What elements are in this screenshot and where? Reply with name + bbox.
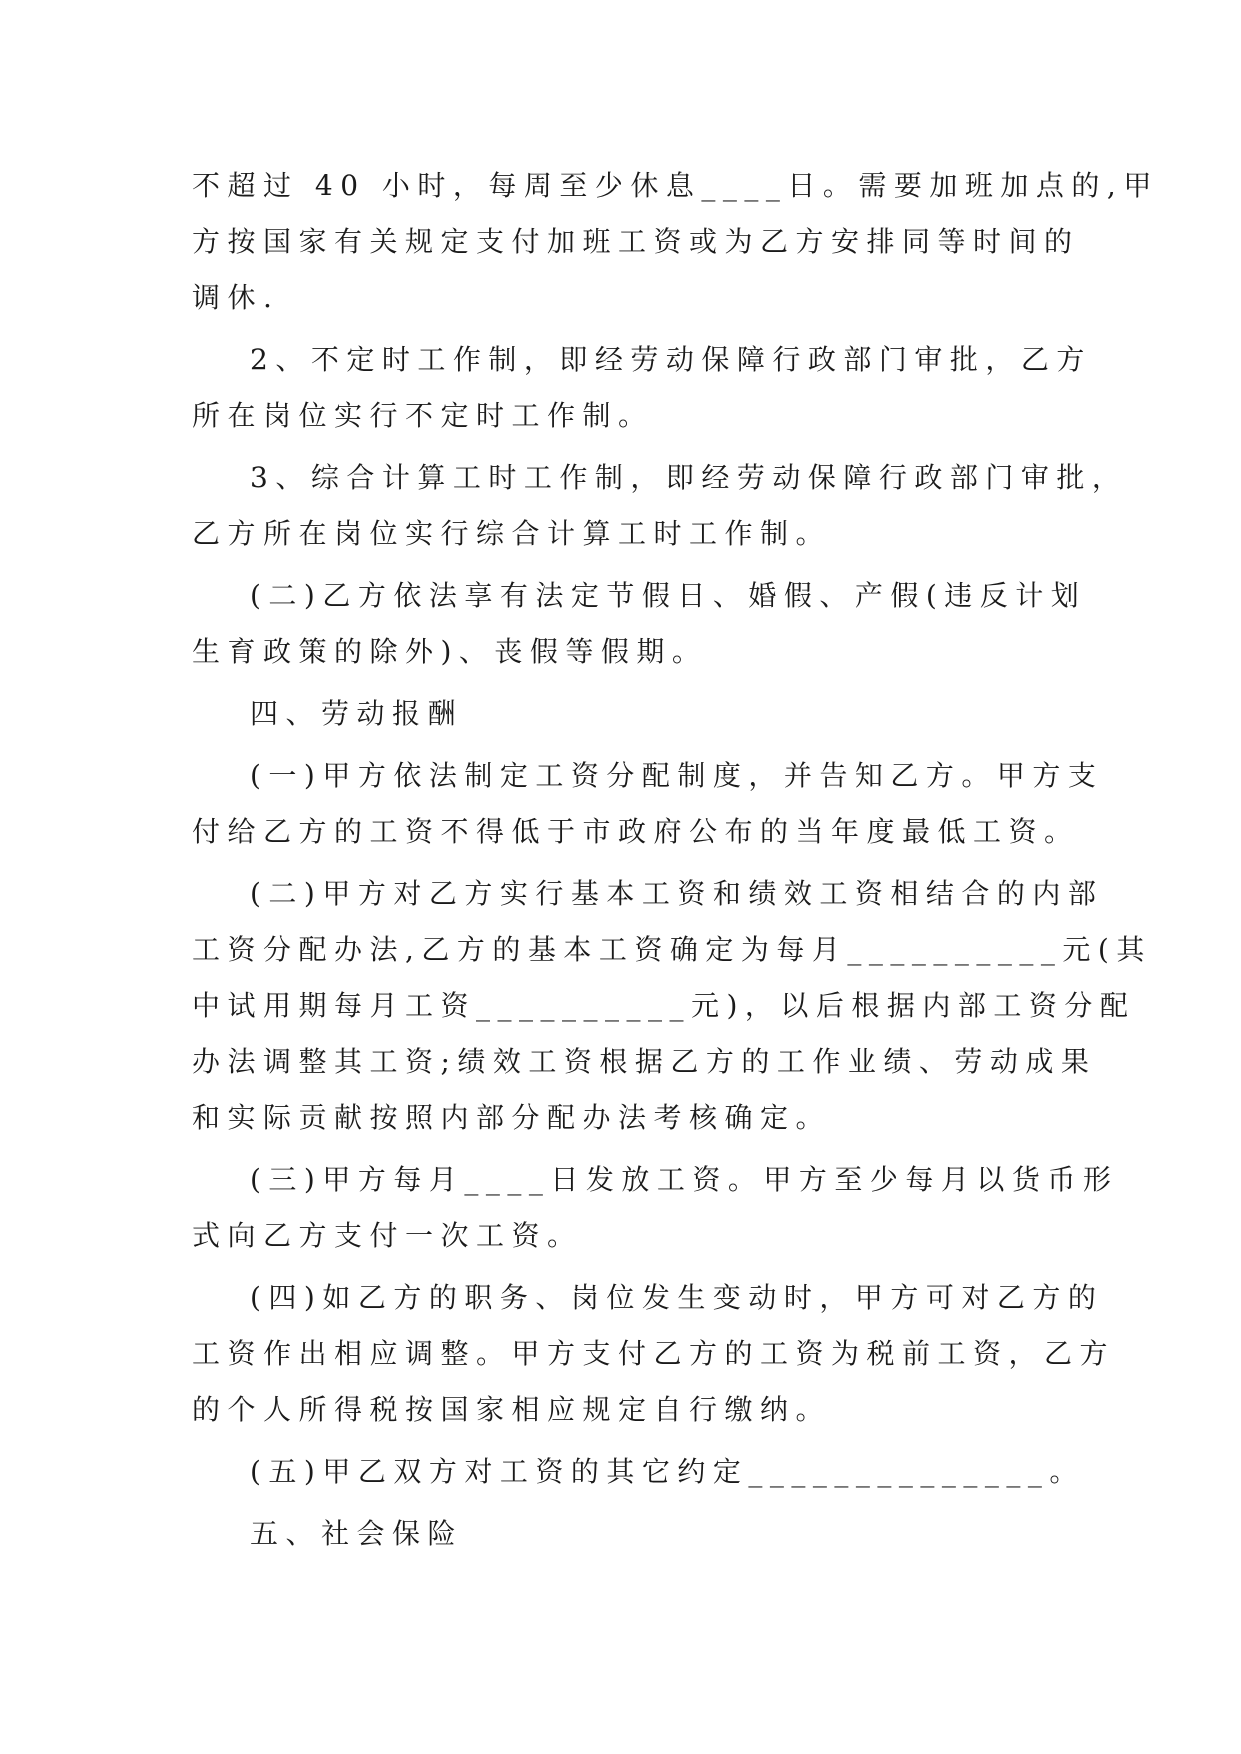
text-line: (三)甲方每月____日发放工资。甲方至少每月以货币形 (250, 1163, 1119, 1196)
text-line: (二)乙方依法享有法定节假日、婚假、产假(违反计划 (250, 579, 1087, 612)
text-line: (五)甲乙双方对工资的其它约定______________。 (250, 1455, 1085, 1488)
text-line: 3、综合计算工时工作制，即经劳动保障行政部门审批， (250, 461, 1128, 494)
text-line: 方按国家有关规定支付加班工资或为乙方安排同等时间的 (192, 225, 1080, 258)
text-line: 调休. (192, 281, 280, 314)
text-line: 工资作出相应调整。甲方支付乙方的工资为税前工资，乙方 (192, 1337, 1116, 1370)
text-line: 乙方所在岗位实行综合计算工时工作制。 (192, 517, 832, 550)
text-line: 生育政策的除外)、丧假等假期。 (192, 635, 708, 668)
text-line: 付给乙方的工资不得低于市政府公布的当年度最低工资。 (192, 815, 1080, 848)
text-line: 中试用期每月工资__________元)，以后根据内部工资分配 (192, 989, 1136, 1022)
text-line: 办法调整其工资;绩效工资根据乙方的工作业绩、劳动成果 (192, 1045, 1097, 1078)
text-line: 式向乙方支付一次工资。 (192, 1219, 583, 1252)
text-line: 不超过 40 小时，每周至少休息____日。需要加班加点的,甲 (192, 169, 1159, 202)
text-line: 和实际贡献按照内部分配办法考核确定。 (192, 1101, 832, 1134)
text-line: (四)如乙方的职务、岗位发生变动时，甲方可对乙方的 (250, 1281, 1104, 1314)
text-line: 的个人所得税按国家相应规定自行缴纳。 (192, 1393, 832, 1426)
text-line: 工资分配办法,乙方的基本工资确定为每月__________元(其 (192, 933, 1152, 966)
section-heading: 五、社会保险 (250, 1517, 464, 1550)
text-line: (一)甲方依法制定工资分配制度，并告知乙方。甲方支 (250, 759, 1104, 792)
text-line: 2、不定时工作制，即经劳动保障行政部门审批，乙方 (250, 343, 1092, 376)
section-heading: 四、劳动报酬 (250, 697, 464, 730)
text-line: (二)甲方对乙方实行基本工资和绩效工资相结合的内部 (250, 877, 1104, 910)
text-line: 所在岗位实行不定时工作制。 (192, 399, 654, 432)
